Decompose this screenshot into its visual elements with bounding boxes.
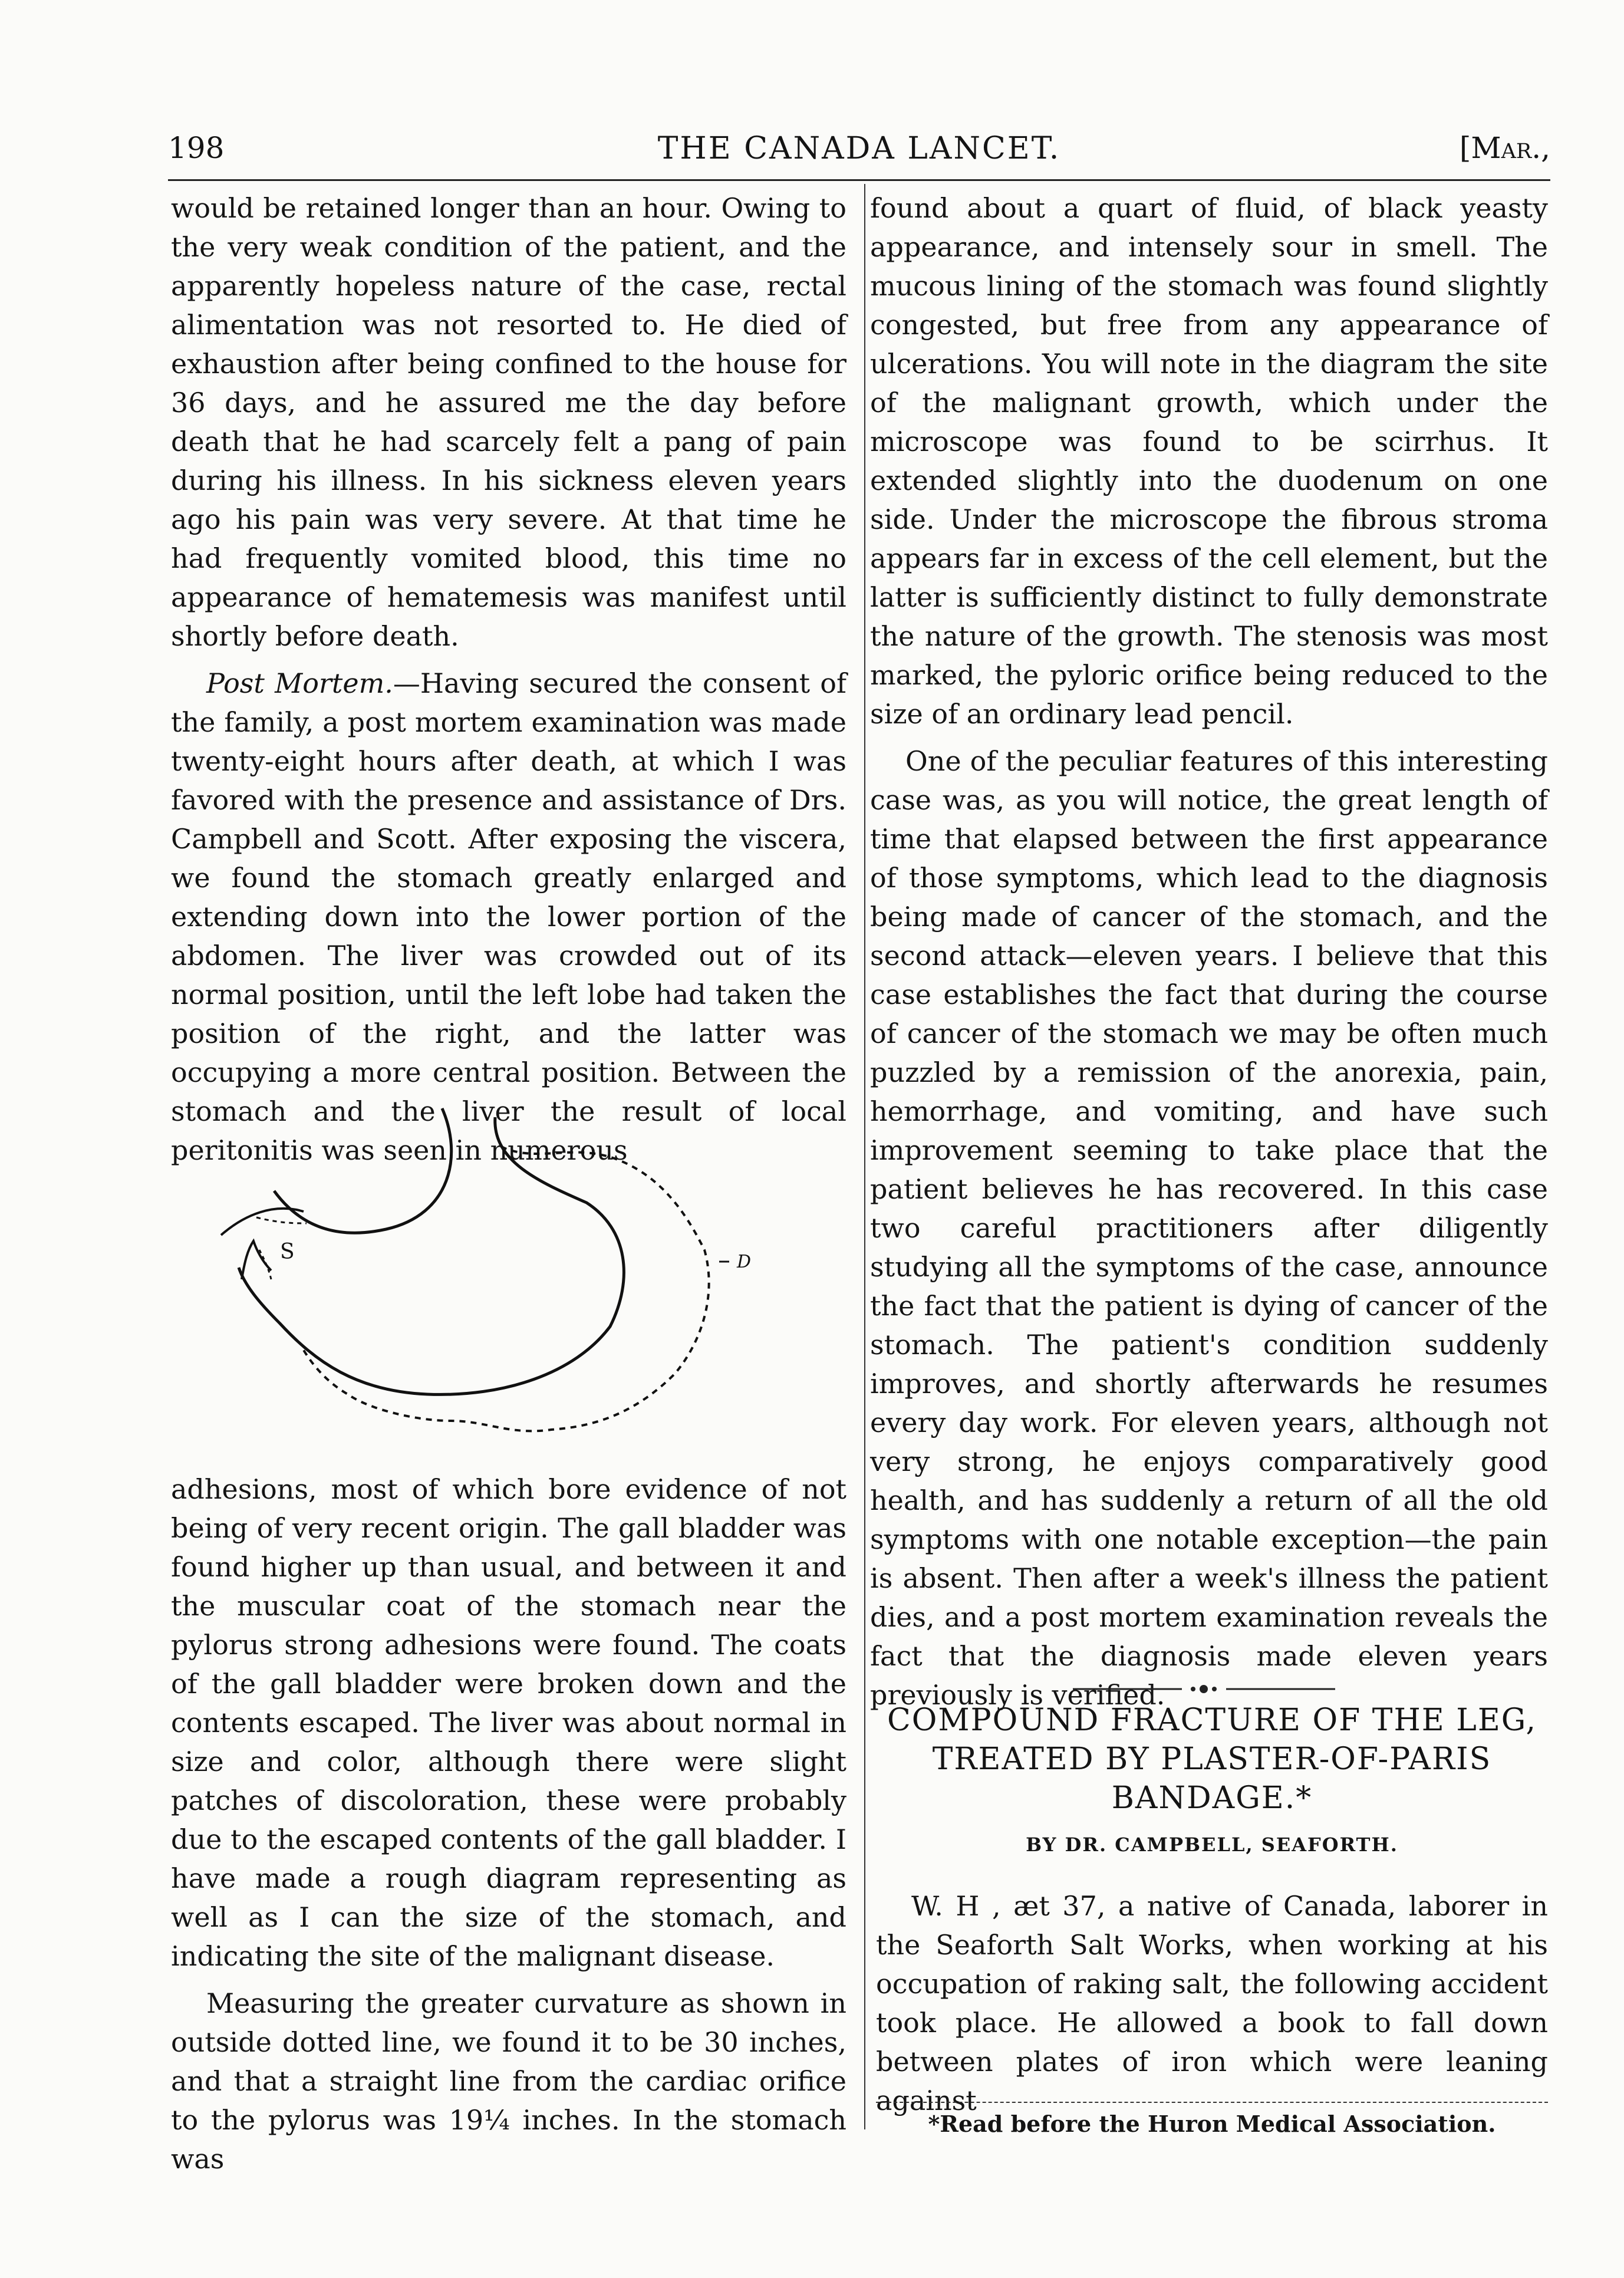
- left-column-bottom: [171, 1470, 846, 2178]
- paragraph: Measuring the greater curvature as shown in outside dotted line, we found it to be 30 inches, and that a straight line from the cardiac orifice to the pylorus was 19¼ inches. In the stomach was: [171, 1987, 846, 2175]
- header-rule: [168, 179, 1550, 181]
- article-byline: BY DR. CAMPBELL, SEAFORTH.: [1026, 1833, 1398, 1856]
- paragraph: W. H , æt 37, a native of Canada, laborer in the Seaforth Salt Works, when working at his occupation of raking salt, the following accident took place. He allowed a book to fall down between plates of iron which were leaning against: [876, 1890, 1548, 2116]
- right-column-top: [870, 189, 1548, 1714]
- page-number: 198: [168, 131, 225, 165]
- footnote: *Read before the Huron Medical Association.: [928, 2111, 1496, 2137]
- left-column-top: [171, 189, 846, 1170]
- running-header: [168, 131, 1550, 178]
- right-column-bottom: [876, 1887, 1548, 2120]
- column-divider: [864, 184, 865, 2129]
- paragraph-text: —Having secured the consent of the family, a post mortem examination was made twenty-eight hours after death, at which I was favored with the presence and assistance of Drs. Campbell and Scott. After exposing the viscera, we found the stomach greatly enlarged and extending down into the lower portion of the abdomen. The liver was crowded out of its normal position, until the left lobe had taken the position of the right, and the latter was occupying a more central position. Between the stomach and the liver the result of local peritonitis was seen in numerous: [171, 667, 846, 1166]
- cardiac-end-line: [221, 1209, 304, 1235]
- paragraph: found about a quart of fluid, of black yeasty appearance, and intensely sour in smell. The mucous lining of the stomach was found slightly congested, but free from any appearance of ulcerations. You will note in the diagram the site of the malignant growth, which under the microscope was found to be scirrhus. It extended slightly into the duodenum on one side. Under the microscope the fibrous stroma appears far in excess of the cell element, but the latter is sufficiently distinct to fully demonstrate the nature of the growth. The stenosis was most marked, the pyloric orifice being reduced to the size of an ordinary lead pencil.: [870, 192, 1548, 730]
- diagram-label-d: D: [737, 1252, 752, 1272]
- cardiac-dotted-line: [256, 1217, 307, 1223]
- journal-title: THE CANADA LANCET.: [657, 131, 1061, 166]
- issue-month: [Mar.,: [1459, 131, 1550, 165]
- paragraph: One of the peculiar features of this interesting case was, as you will notice, the great length of time that elapsed between the first appearance of those symptoms, which lead to the diagnosis being made of cancer of the stomach, and the second attack—eleven years. I believe that this case establishes the fact that during the course of cancer of the stomach we may be often much puzzled by a remission of the anorexia, pain, hemorrhage, and vomiting, and have such improvement seeming to take place that the patient believes he has recovered. In this case two careful practitioners after diligently studying all the symptoms of the case, announce the fact that the patient is dying of cancer of the stomach. The patient's condition suddenly improves, and shortly afterwards he resumes every day work. For eleven years, although not very strong, he enjoys comparatively good health, and has suddenly a return of all the old symptoms with one notable exception—the pain is absent. Then after a week's illness the patient dies, and a post mortem examination reveals the fact that the diagnosis made eleven years previously is verified.: [870, 745, 1548, 1711]
- stomach-diagram: [209, 1091, 819, 1468]
- paragraph: would be retained longer than an hour. Owing to the very weak condition of the patient, and the apparently hopeless nature of the case, rectal alimentation was not resorted to. He died of exhaustion after being confined to the house for 36 days, and he assured me the day before death that he had scarcely felt a pang of pain during his illness. In his sickness eleven years ago his pain was very severe. At that time he had frequently vomited blood, this time no appearance of hematemesis was manifest until shortly before death.: [171, 192, 846, 652]
- post-mortem-heading: Post Mortem.: [206, 667, 393, 699]
- article-title-line: COMPOUND FRACTURE OF THE LEG,: [887, 1703, 1537, 1738]
- article-title-line: TREATED BY PLASTER-OF-PARIS: [932, 1742, 1492, 1777]
- article-title-line: BANDAGE.*: [1111, 1780, 1313, 1816]
- lesser-curvature-line: [274, 1108, 452, 1233]
- footnote-rule: [876, 2102, 1548, 2103]
- section-ornament: [1073, 1680, 1335, 1698]
- diagram-label-s: S: [280, 1240, 295, 1264]
- greater-curvature-line: [239, 1117, 624, 1394]
- pylorus-line: [242, 1241, 271, 1279]
- article-title: [870, 1701, 1554, 1818]
- paragraph: adhesions, most of which bore evidence of not being of very recent origin. The gall bladder was found higher up than usual, and between it and the muscular coat of the stomach near the pylorus strong adhesions were found. The coats of the gall bladder were broken down and the contents escaped. The liver was about normal in size and color, although there were slight patches of discoloration, these were probably due to the escaped contents of the gall bladder. I have made a rough diagram representing as well as I can the size of the stomach, and indicating the site of the malignant disease.: [171, 1473, 846, 1972]
